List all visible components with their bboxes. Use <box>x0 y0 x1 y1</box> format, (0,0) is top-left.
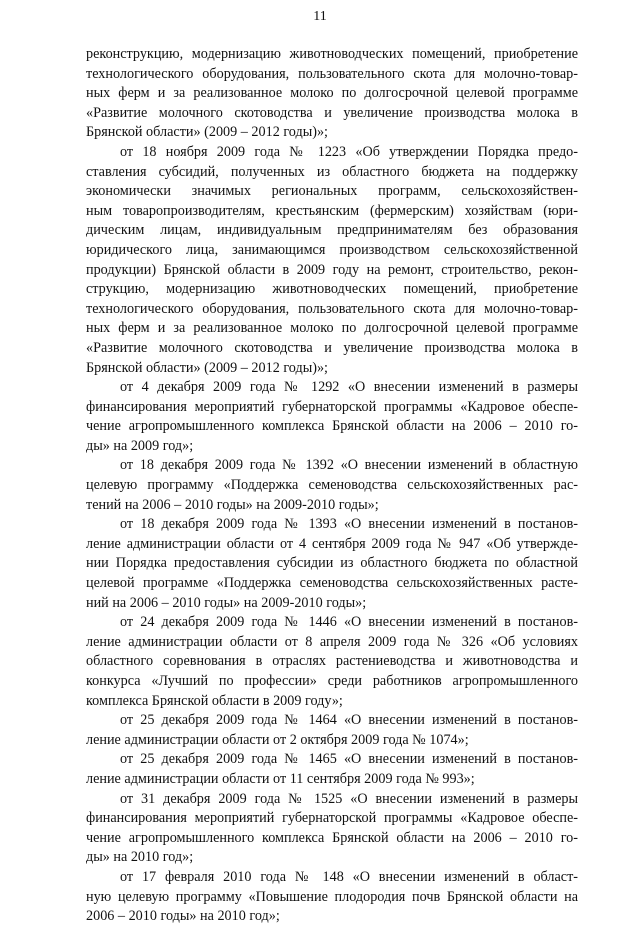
text-line: чение агропромышленного комплекса Брянской области на 2006 – 2010 го- <box>86 829 578 846</box>
text-line: ний на 2006 – 2010 годы» на 2009-2010 годы»; <box>86 594 367 611</box>
text-line: финансирования мероприятий губернаторской программы «Кадровое обеспе- <box>86 810 578 827</box>
text-line: от 25 декабря 2009 года № 1464 «О внесении изменений в постанов- <box>120 712 578 729</box>
paragraph <box>86 143 578 378</box>
text-line: экономически значимых региональных программ, сельскохозяйствен- <box>86 183 578 200</box>
paragraph <box>86 711 578 750</box>
text-line: областного соревнования в отраслях растениеводства и животноводства и <box>86 653 578 670</box>
page-number: 11 <box>313 9 327 24</box>
text-line: от 17 февраля 2010 года № 148 «О внесении изменений в област- <box>120 868 578 885</box>
text-line: ным товаропроизводителям, крестьянским (фермерским) хозяйствам (юри- <box>86 202 578 219</box>
text-line: юридического лица, занимающимся производством сельскохозяйственной <box>86 241 578 258</box>
text-line: финансирования мероприятий губернаторской программы «Кадровое обеспе- <box>86 398 578 415</box>
paragraph <box>86 613 578 711</box>
text-line: ление администрации области от 4 сентября 2009 года № 947 «Об утвержде- <box>86 535 578 552</box>
document-body <box>86 45 578 927</box>
text-line: от 31 декабря 2009 года № 1525 «О внесении изменений в размеры <box>120 790 578 807</box>
text-line: ды» на 2010 год»; <box>86 849 194 866</box>
paragraph <box>86 750 578 789</box>
text-line: «Развитие молочного скотоводства и увеличение производства молока в <box>86 104 578 121</box>
text-line: тений на 2006 – 2010 годы» на 2009-2010 годы»; <box>86 496 379 513</box>
text-line: от 4 декабря 2009 года № 1292 «О внесении изменений в размеры <box>120 379 578 396</box>
text-line: технологического оборудования, пользовательного скота для молочно-товар- <box>86 300 578 317</box>
text-line: дическим лицам, индивидуальным предпринимателям без образования <box>86 222 578 239</box>
text-line: от 24 декабря 2009 года № 1446 «О внесении изменений в постанов- <box>120 614 578 631</box>
text-line: ды» на 2009 год»; <box>86 437 194 454</box>
text-line: «Развитие молочного скотоводства и увеличение производства молока в <box>86 339 578 356</box>
text-line: продукции) Брянской области в 2009 году на ремонт, строительство, рекон- <box>86 261 578 278</box>
text-line: целевой программе «Поддержка семеноводства сельскохозяйственных расте- <box>86 575 578 592</box>
text-line: комплекса Брянской области в 2009 году»; <box>86 692 343 709</box>
paragraph <box>86 45 578 143</box>
text-line: от 25 декабря 2009 года № 1465 «О внесении изменений в постанов- <box>120 751 578 768</box>
text-line: от 18 декабря 2009 года № 1393 «О внесении изменений в постанов- <box>120 516 578 533</box>
text-line: Брянской области» (2009 – 2012 годы)»; <box>86 124 328 141</box>
text-line: от 18 ноября 2009 года № 1223 «Об утверждении Порядка предо- <box>120 143 578 160</box>
text-line: чение агропромышленного комплекса Брянской области на 2006 – 2010 го- <box>86 418 578 435</box>
text-line: нии Порядка предоставления субсидии из областного бюджета по областной <box>86 555 578 572</box>
paragraph <box>86 868 578 927</box>
paragraph <box>86 515 578 613</box>
paragraph <box>86 456 578 515</box>
paragraph <box>86 790 578 868</box>
text-line: целевую программу «Поддержка семеноводства сельскохозяйственных рас- <box>86 477 578 494</box>
text-line: ление администрации области от 8 апреля 2009 года № 326 «Об условиях <box>86 633 578 650</box>
text-line: Брянской области» (2009 – 2012 годы)»; <box>86 359 328 376</box>
text-line: технологического оборудования, пользовательного скота для молочно-товар- <box>86 65 578 82</box>
text-line: ление администрации области от 2 октября 2009 года № 1074»; <box>86 731 469 748</box>
text-line: конкурса «Лучший по профессии» среди работников агропромышленного <box>86 673 578 689</box>
text-line: ную целевую программу «Повышение плодородия почв Брянской области на <box>86 888 578 905</box>
text-line: ных ферм и за реализованное молоко по долгосрочной целевой программе <box>86 320 578 337</box>
text-line: ставления субсидий, полученных из областного бюджета на поддержку <box>86 163 578 180</box>
text-line: ных ферм и за реализованное молоко по долгосрочной целевой программе <box>86 85 578 102</box>
text-line: ление администрации области от 11 сентября 2009 года № 993»; <box>86 770 475 787</box>
text-line: реконструкцию, модернизацию животноводческих помещений, приобретение <box>86 46 578 62</box>
text-line: струкцию, модернизацию животноводческих помещений, приобретение <box>86 281 578 298</box>
text-line: 2006 – 2010 годы» на 2010 год»; <box>86 908 280 925</box>
paragraph <box>86 378 578 456</box>
text-line: от 18 декабря 2009 года № 1392 «О внесении изменений в областную <box>120 457 578 474</box>
